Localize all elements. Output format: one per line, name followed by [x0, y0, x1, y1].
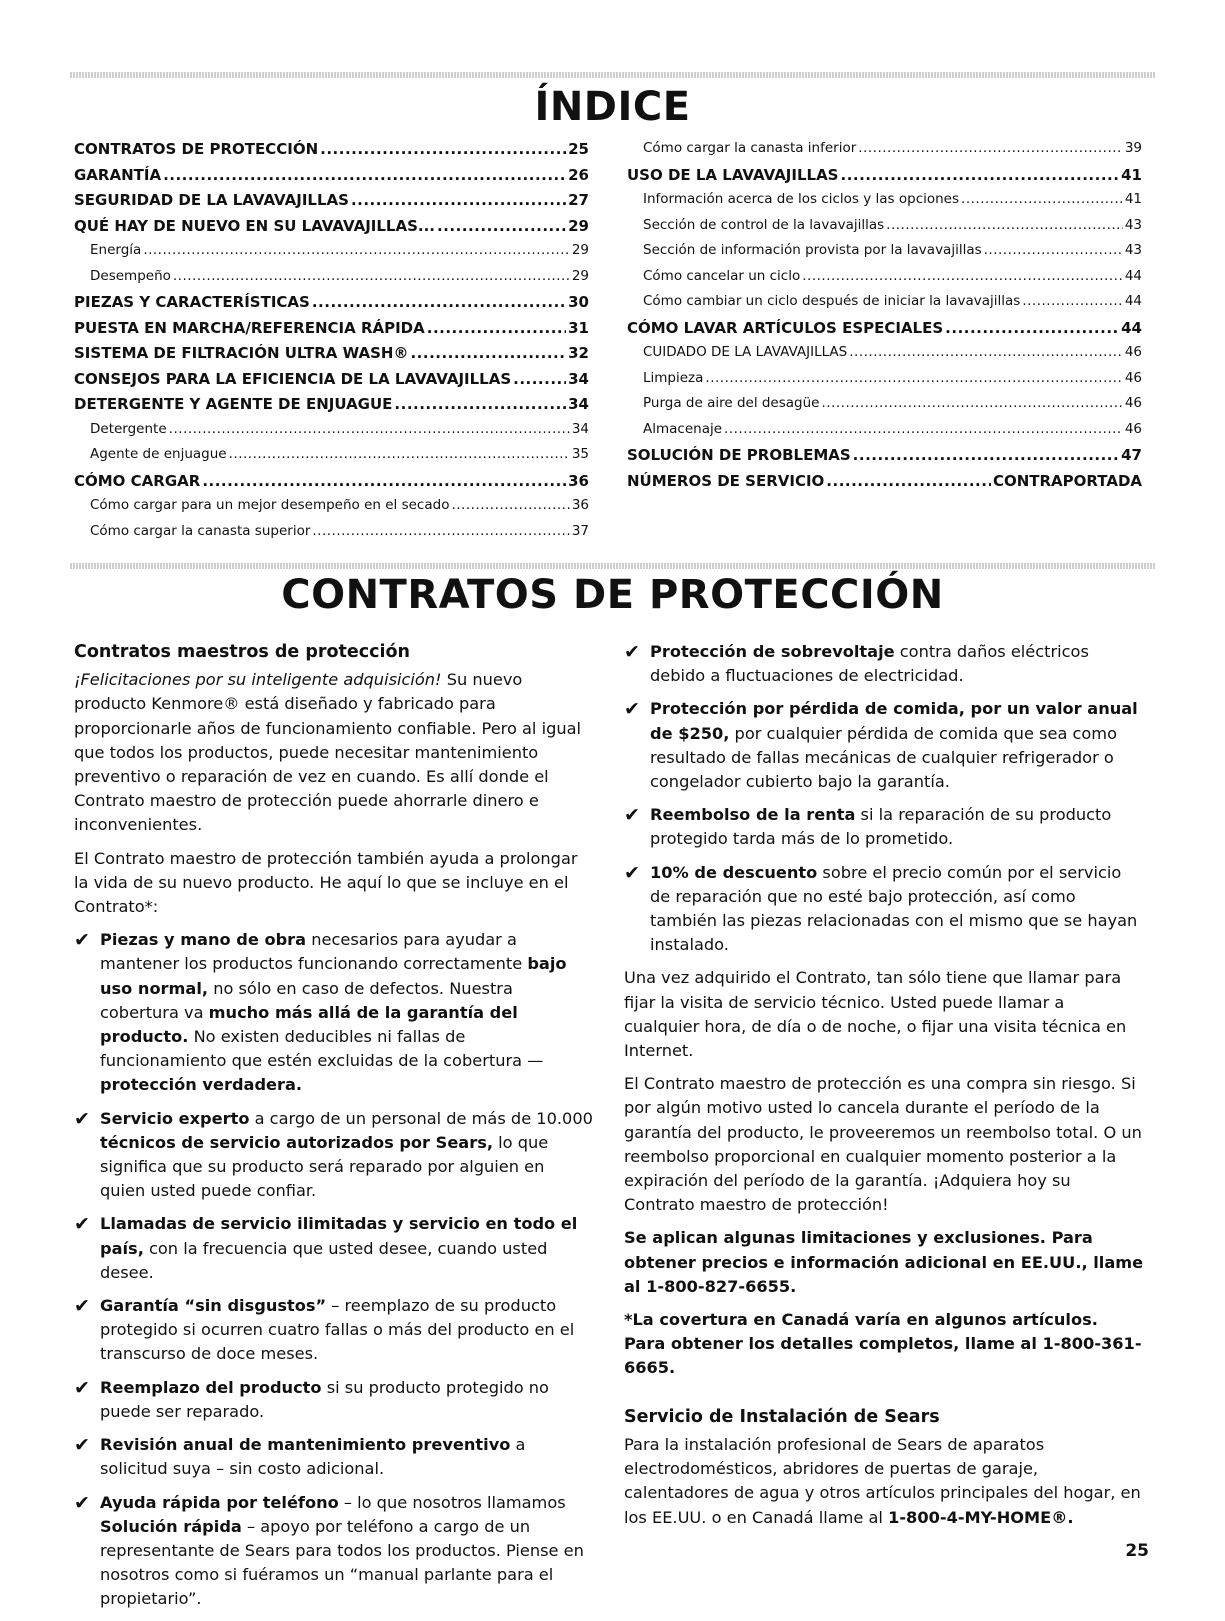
master-contracts-heading: Contratos maestros de protección — [74, 642, 411, 662]
toc-entry-page: CONTRAPORTADA — [992, 471, 1142, 490]
toc-entry-page: 29 — [571, 267, 589, 284]
check-icon: ✔ — [74, 1107, 90, 1130]
toc-entry-label: Sección de control de la lavavajillas — [643, 216, 885, 233]
benefit-title: Garantía “sin disgustos” — [100, 1296, 327, 1316]
toc-entry-label: Detergente — [90, 420, 167, 437]
benefit-replacement — [74, 1376, 594, 1424]
toc-entry — [627, 370, 1142, 396]
intro-rest: Su nuevo producto Kenmore® está diseñado y fabricado para proporcionarle años de funcionamiento confiable. Pero al igual que todos los productos, puede necesitar mantenimiento preventivo o reparación de vez en cuando. Es allí donde el Contrato maestro de protección puede ahorrarle dinero e inconvenientes. — [74, 670, 582, 835]
benefit-title: Piezas y mano de obra — [100, 930, 307, 950]
toc-entry — [74, 446, 589, 472]
toc-entry — [627, 140, 1142, 166]
toc-leader-dots — [163, 166, 566, 184]
benefit-text: no sólo en caso de defectos. Nuestra cobertura va — [100, 978, 513, 1022]
benefit-parts-labor — [74, 928, 594, 1097]
toc-leader-dots — [410, 344, 566, 362]
installation-text: Para la instalación profesional de Sears de aparatos electrodomésticos, abridores de puertas de garaje, calentadores de agua y otros artículos principales del hogar, en los EE.UU. o en Canadá llame al — [624, 1434, 1141, 1527]
benefit-text: – lo que nosotros llamamos — [338, 1492, 566, 1512]
toc-entry-label: SEGURIDAD DE LA LAVAVAJILLAS — [74, 191, 349, 209]
benefit-emphasis: bajo uso normal, — [100, 954, 567, 998]
toc-entry — [627, 421, 1142, 447]
toc-entry — [627, 446, 1142, 472]
toc-entry-label: Agente de enjuague — [90, 446, 227, 462]
toc-entry-page: 46 — [1124, 395, 1142, 411]
toc-entry — [74, 166, 589, 192]
toc-entry-page: 34 — [568, 395, 589, 413]
toc-entry — [74, 319, 589, 345]
toc-entry-label: Cómo cancelar un ciclo — [643, 267, 801, 284]
check-icon: ✔ — [74, 1376, 90, 1399]
benefit-emphasis: técnicos de servicio autorizados por Sears, — [100, 1132, 493, 1152]
toc-entry-label: Cómo cargar la canasta superior — [90, 522, 311, 539]
benefit-title: Protección por pérdida de comida, por un valor anual de $250, — [650, 699, 1138, 743]
schedule-paragraph: Una vez adquirido el Contrato, tan sólo tiene que llamar para fijar la visita de servicio técnico. Usted puede llamar a cualquier hora, de día o de noche, o fijar una visita técnica en Internet. — [624, 968, 1127, 1061]
toc-leader-dots — [202, 472, 566, 490]
benefit-emphasis: Solución rápida — [100, 1516, 242, 1536]
toc-entry-label: DETERGENTE Y AGENTE DE ENJUAGUE — [74, 395, 393, 413]
toc-entry-label: GARANTÍA — [74, 165, 162, 184]
toc-leader-dots — [513, 370, 566, 388]
benefit-text: a solicitud suya – sin costo adicional. — [100, 1435, 526, 1479]
toc-entry-page: 46 — [1124, 344, 1142, 360]
check-icon: ✔ — [74, 929, 90, 952]
toc-leader-dots — [427, 319, 566, 337]
toc-entry — [74, 395, 589, 421]
toc-leader-dots — [320, 140, 566, 158]
toc-leader-dots — [821, 395, 1122, 411]
toc-entry-label: CUIDADO DE LA LAVAVAJILLAS — [643, 344, 848, 360]
toc-leader-dots — [705, 370, 1122, 386]
toc-leader-dots — [394, 395, 566, 413]
toc-entry-page: 32 — [568, 344, 589, 362]
toc-entry-label: Información acerca de los ciclos y las opciones — [643, 191, 960, 207]
toc-entry-page: 43 — [1124, 242, 1142, 258]
intro-paragraph — [74, 668, 594, 837]
toc-leader-dots — [886, 217, 1123, 233]
toc-entry-page: 46 — [1124, 420, 1142, 437]
toc-entry-label: NÚMEROS DE SERVICIO — [627, 471, 825, 490]
benefit-emphasis: protección verdadera. — [100, 1075, 303, 1095]
toc-entry-page: 27 — [568, 191, 589, 209]
toc-entry-label: Desempeño — [90, 267, 171, 284]
toc-entry-label: CÓMO CARGAR — [74, 471, 201, 490]
benefit-title: Reembolso de la renta — [650, 805, 856, 825]
toc-entry-label: PUESTA EN MARCHA/REFERENCIA RÁPIDA — [74, 318, 425, 337]
toc-leader-dots — [853, 446, 1119, 464]
toc-entry-page: 25 — [568, 140, 589, 158]
toc-entry — [74, 344, 589, 370]
benefit-phone-help — [74, 1491, 594, 1612]
toc-entry — [74, 472, 589, 498]
toc-entry-page: 34 — [571, 420, 589, 437]
toc-leader-dots — [841, 166, 1120, 184]
benefit-text: No existen deducibles ni fallas de funcionamiento que estén excluidas de la cobertura — — [100, 1027, 544, 1071]
benefit-text: necesarios para ayudar a mantener los productos funcionando correctamente — [100, 930, 528, 974]
toc-entry-page: 44 — [1124, 293, 1142, 309]
right-text-column — [624, 640, 1144, 1539]
toc-entry-label: Cómo cargar para un mejor desempeño en el secado — [90, 497, 450, 513]
installation-heading: Servicio de Instalación de Sears — [624, 1406, 940, 1427]
toc-entry-label: Cómo cargar la canasta inferior — [643, 140, 857, 156]
toc-entry-page: 29 — [571, 242, 589, 258]
benefit-expert-service — [74, 1107, 594, 1204]
toc-entry-label: SOLUCIÓN DE PROBLEMAS — [627, 446, 851, 464]
toc-leader-dots — [451, 497, 569, 513]
toc-entry-label: USO DE LA LAVAVAJILLAS — [627, 165, 839, 184]
toc-entry-page: 41 — [1121, 165, 1142, 184]
index-title: ÍNDICE — [534, 84, 691, 130]
benefit-text: sobre el precio común por el servicio de reparación que no esté bajo protección, así como también las piezas relacionadas con el mismo que se hayan instalado. — [650, 862, 1138, 955]
toc-entry — [627, 268, 1142, 294]
benefit-text: contra daños eléctricos debido a fluctuaciones de electricidad. — [650, 642, 1089, 686]
top-rule — [70, 72, 1155, 78]
toc-entry-label: Cómo cambiar un ciclo después de iniciar la lavavajillas — [643, 293, 1021, 309]
benefit-text: – apoyo por teléfono a cargo de un representante de Sears para todos los productos. Piense en nosotros como si fuéramos un “manual parlante para el propietario”. — [100, 1516, 584, 1609]
toc-leader-dots — [961, 191, 1123, 207]
benefit-emphasis: mucho más allá de la garantía del producto. — [100, 1002, 518, 1047]
limitations-paragraph: Se aplican algunas limitaciones y exclusiones. Para obtener precios e información adicional en EE.UU., llame al 1-800-827-6655. — [624, 1228, 1144, 1296]
toc-entry — [74, 217, 589, 243]
toc-entry-page: 41 — [1124, 191, 1142, 207]
benefit-title: Revisión anual de mantenimiento preventivo — [100, 1435, 511, 1455]
benefit-text: – reemplazo de su producto protegido si ocurren cuatro fallas o más del producto en el transcurso de doce meses. — [100, 1296, 575, 1364]
toc-entry — [74, 140, 589, 166]
index-right-column — [627, 140, 1142, 497]
toc-entry-label: Almacenaje — [643, 420, 723, 437]
benefit-title: Ayuda rápida por teléfono — [100, 1492, 339, 1512]
toc-leader-dots — [312, 293, 566, 311]
toc-leader-dots — [858, 140, 1123, 156]
toc-entry — [627, 166, 1142, 192]
benefit-text: si la reparación de su producto protegido tarda más de lo prometido. — [650, 805, 1112, 849]
toc-leader-dots — [945, 319, 1119, 337]
toc-entry-page: 34 — [568, 369, 589, 388]
benefit-title: Protección de sobrevoltaje — [650, 642, 895, 661]
toc-entry — [74, 421, 589, 447]
installation-paragraph — [624, 1433, 1144, 1530]
benefit-text: con la frecuencia que usted desee, cuando usted desee. — [100, 1238, 548, 1282]
canada-note: *La covertura en Canadá varía en algunos artículos. Para obtener los detalles completos, llame al 1-800-361-6665. — [624, 1310, 1142, 1378]
toc-entry-page: 44 — [1121, 318, 1142, 337]
benefit-rental-reimbursement — [624, 803, 1144, 851]
toc-entry-page: 43 — [1124, 216, 1142, 233]
toc-entry — [627, 344, 1142, 370]
installation-phone: 1-800-4-MY-HOME®. — [888, 1507, 1074, 1527]
toc-entry — [74, 191, 589, 217]
check-icon: ✔ — [74, 1213, 90, 1236]
intro-italic: ¡Felicitaciones por su inteligente adquisición! — [74, 670, 442, 690]
toc-entry — [627, 242, 1142, 268]
toc-entry-label: Purga de aire del desagüe — [643, 395, 820, 411]
toc-entry-label: PIEZAS Y CARACTERÍSTICAS — [74, 293, 310, 311]
toc-entry-label: CÓMO LAVAR ARTÍCULOS ESPECIALES — [627, 318, 944, 337]
mid-rule — [70, 563, 1155, 569]
benefit-title: Llamadas de servicio ilimitadas y servicio en todo el país, — [100, 1214, 578, 1258]
page-number: 25 — [1125, 1541, 1149, 1561]
toc-leader-dots — [849, 344, 1123, 360]
left-text-column — [74, 640, 594, 1621]
toc-entry-label: Sección de información provista por la lavavajillas — [643, 242, 982, 258]
toc-entry — [74, 242, 589, 268]
toc-leader-dots — [143, 242, 570, 258]
toc-entry — [627, 319, 1142, 345]
toc-entry-page: 47 — [1121, 446, 1142, 464]
benefit-unlimited-calls — [74, 1212, 594, 1285]
toc-entry — [74, 293, 589, 319]
toc-entry — [627, 191, 1142, 217]
check-icon: ✔ — [74, 1434, 90, 1457]
toc-entry — [627, 472, 1142, 498]
check-icon: ✔ — [624, 641, 640, 663]
includes-paragraph: El Contrato maestro de protección también ayuda a prolongar la vida de su nuevo producto. He aquí lo que se incluye en el Contrato*: — [74, 848, 578, 917]
toc-entry-label: Limpieza — [643, 369, 704, 386]
toc-leader-dots — [984, 242, 1123, 258]
toc-leader-dots — [437, 217, 566, 235]
toc-leader-dots — [229, 446, 570, 462]
check-icon: ✔ — [74, 1295, 90, 1318]
toc-leader-dots — [826, 472, 991, 490]
benefit-no-lemon — [74, 1294, 594, 1367]
benefit-text: por cualquier pérdida de comida que sea como resultado de fallas mecánicas de cualquier refrigerador o congelador cubierto bajo la garantía. — [650, 723, 1117, 792]
toc-leader-dots — [802, 268, 1123, 284]
toc-entry-page: 29 — [568, 216, 589, 235]
benefit-text: lo que significa que su producto será reparado por alguien en quien usted puede confiar. — [100, 1132, 549, 1201]
toc-entry-page: 36 — [571, 497, 589, 513]
toc-entry-label: CONSEJOS PARA LA EFICIENCIA DE LA LAVAVAJILLAS — [74, 369, 512, 388]
risk-free-paragraph: El Contrato maestro de protección es una compra sin riesgo. Si por algún motivo usted lo cancela durante el período de la garantía del producto, le proveeremos un reembolso total. O un reembolso proporcional en cualquier momento posterior a la expiración del período de la garantía. ¡Adquiera hoy su Contrato maestro de protección! — [624, 1074, 1142, 1215]
check-icon: ✔ — [624, 861, 640, 884]
toc-entry-label: QUÉ HAY DE NUEVO EN SU LAVAVAJILLAS... — [74, 216, 435, 235]
toc-entry — [627, 395, 1142, 421]
toc-entry — [74, 370, 589, 396]
toc-entry-label: SISTEMA DE FILTRACIÓN ULTRA WASH® — [74, 344, 409, 362]
toc-entry-page: 35 — [571, 446, 589, 462]
toc-leader-dots — [312, 523, 569, 539]
contracts-title: CONTRATOS DE PROTECCIÓN — [281, 572, 944, 618]
check-icon: ✔ — [74, 1491, 90, 1514]
toc-entry — [627, 293, 1142, 319]
toc-entry-page: 39 — [1124, 140, 1142, 156]
check-icon: ✔ — [624, 698, 640, 721]
toc-entry-page: 37 — [571, 522, 589, 539]
index-left-column — [74, 140, 589, 548]
toc-entry-page: 30 — [568, 293, 589, 311]
toc-leader-dots — [351, 191, 566, 209]
benefit-title: Reemplazo del producto — [100, 1377, 322, 1397]
toc-entry — [74, 523, 589, 549]
check-icon: ✔ — [624, 804, 640, 827]
benefit-title: 10% de descuento — [650, 862, 818, 882]
toc-entry-label: Energía — [90, 242, 142, 258]
toc-leader-dots — [173, 268, 570, 284]
toc-leader-dots — [1022, 293, 1122, 309]
benefit-discount — [624, 861, 1144, 958]
benefit-text: a cargo de un personal de más de 10.000 — [249, 1108, 593, 1128]
toc-entry — [627, 217, 1142, 243]
toc-entry — [74, 268, 589, 294]
benefit-surge-protection — [624, 640, 1144, 688]
benefit-annual-checkup — [74, 1433, 594, 1481]
benefit-title: Servicio experto — [100, 1108, 250, 1128]
benefit-food-loss — [624, 697, 1144, 794]
toc-entry-page: 36 — [568, 471, 589, 490]
toc-leader-dots — [169, 421, 570, 437]
toc-entry-page: 31 — [568, 318, 589, 337]
toc-entry-page: 46 — [1124, 369, 1142, 386]
benefit-text: si su producto protegido no puede ser reparado. — [100, 1377, 549, 1421]
toc-entry-page: 26 — [568, 165, 589, 184]
toc-entry — [74, 497, 589, 523]
toc-entry-label: CONTRATOS DE PROTECCIÓN — [74, 140, 319, 158]
toc-entry-page: 44 — [1124, 267, 1142, 284]
toc-leader-dots — [724, 421, 1123, 437]
